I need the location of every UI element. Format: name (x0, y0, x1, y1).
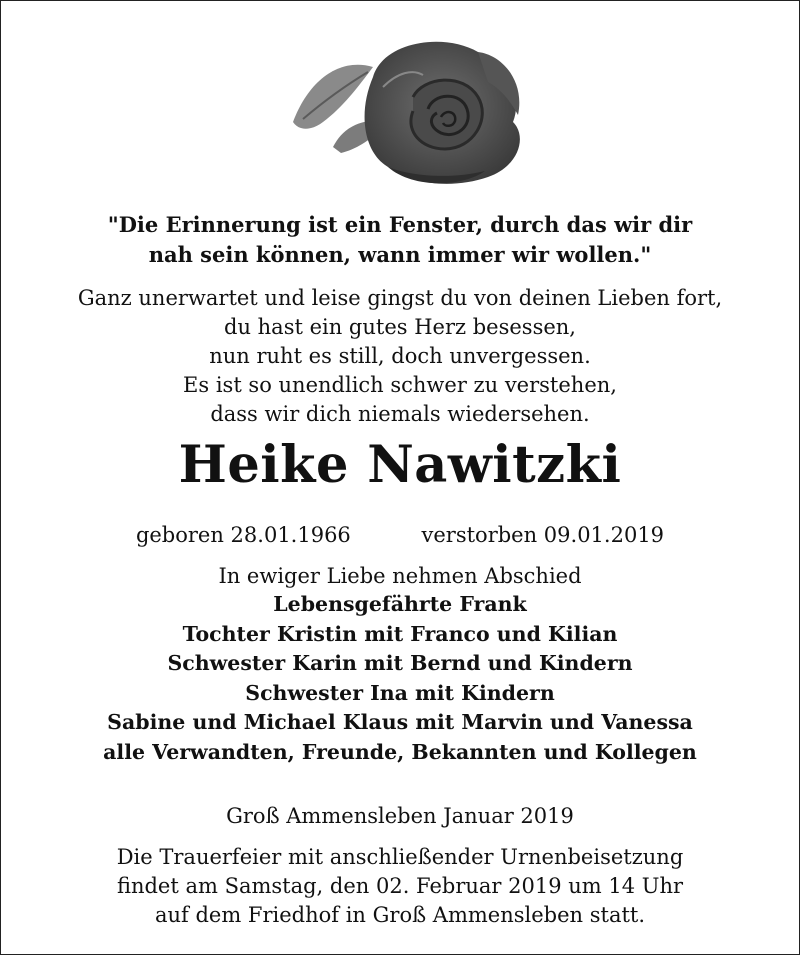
quote-line: "Die Erinnerung ist ein Fenster, durch das wir dir (107, 212, 693, 237)
poem-line: Ganz unerwartet und leise gingst du von deinen Lieben fort, (77, 286, 723, 310)
farewell-intro: In ewiger Liebe nehmen Abschied (218, 564, 582, 588)
service-line: Die Trauerfeier mit anschließender Urnenbeisetzung (116, 845, 684, 869)
place-and-date: Groß Ammensleben Januar 2019 (226, 804, 574, 828)
mourner-line: Tochter Kristin mit Franco und Kilian (182, 621, 618, 646)
rose-image (263, 27, 543, 187)
memorial-quote (1, 210, 799, 270)
deceased-name: Heike Nawitzki (178, 435, 622, 495)
poem-line: du hast ein gutes Herz besessen, (224, 315, 576, 339)
service-line: findet am Samstag, den 02. Februar 2019 um 14 Uhr (116, 874, 684, 898)
service-details (1, 843, 799, 930)
mourner-line: Lebensgefährte Frank (273, 592, 527, 616)
quote-line: nah sein können, wann immer wir wollen." (148, 242, 652, 267)
mourner-line: Schwester Karin mit Bernd und Kindern (167, 651, 633, 675)
poem-line: nun ruht es still, doch unvergessen. (209, 344, 591, 368)
mourner-line: Schwester Ina mit Kindern (245, 680, 555, 705)
birth-date: geboren 28.01.1966 (135, 523, 351, 547)
life-dates (1, 520, 799, 550)
mourners-list (1, 590, 799, 767)
poem-line: Es ist so unendlich schwer zu verstehen, (183, 373, 617, 397)
memorial-poem (1, 284, 799, 429)
poem-line: dass wir dich niemals wiedersehen. (210, 402, 590, 426)
service-line: auf dem Friedhof in Groß Ammensleben statt. (154, 903, 646, 927)
mourner-line: Sabine und Michael Klaus mit Marvin und Vanessa (107, 710, 693, 734)
death-date: verstorben 09.01.2019 (421, 523, 665, 547)
mourner-line: alle Verwandten, Freunde, Bekannten und Kollegen (103, 739, 697, 764)
